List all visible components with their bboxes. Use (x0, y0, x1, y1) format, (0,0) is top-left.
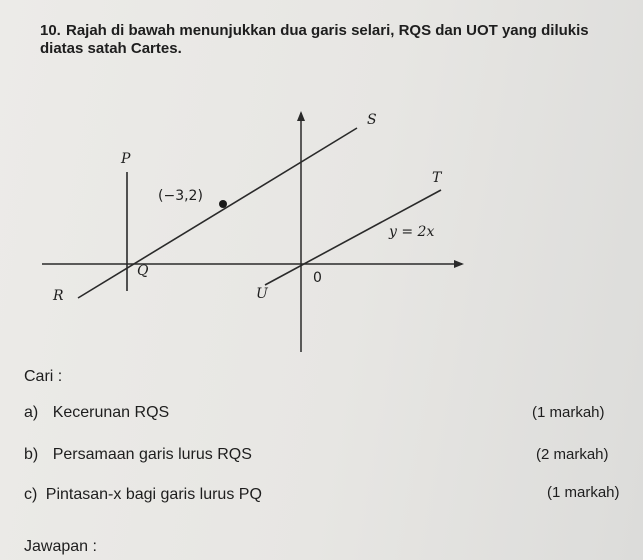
coordinate-label: (−3,2) (158, 188, 203, 204)
answer-label: Jawapan : (24, 538, 97, 555)
part-c-marks: (1 markah) (547, 484, 620, 501)
prompt-label: Cari : (24, 368, 63, 385)
label-s: S (367, 112, 377, 128)
part-a (24, 404, 169, 422)
label-r: R (53, 288, 64, 304)
point-dot (219, 200, 227, 208)
part-c (24, 486, 262, 504)
part-a-marks: (1 markah) (532, 404, 605, 421)
question-number: 10. (40, 22, 61, 39)
part-b-label: b) (24, 446, 39, 463)
part-c-label: c) (24, 486, 38, 503)
label-origin: 0 (313, 270, 322, 286)
question-text-line-1: Rajah di bawah menunjukkan dua garis selari, RQS dan UOT yang dilukis (66, 22, 589, 39)
equation-label: y = 2x (389, 224, 435, 240)
label-u: U (256, 286, 268, 302)
part-c-text: Pintasan-x bagi garis lurus PQ (45, 486, 262, 503)
part-b-text: Persamaan garis lurus RQS (52, 446, 252, 463)
part-a-label: a) (24, 404, 39, 421)
question-text-line-2: diatas satah Cartes. (40, 40, 182, 57)
part-a-text: Kecerunan RQS (52, 404, 170, 421)
label-p: P (121, 151, 131, 167)
part-b (24, 446, 252, 464)
part-b-marks: (2 markah) (536, 446, 609, 463)
label-q: Q (137, 263, 149, 279)
label-t: T (432, 170, 442, 186)
